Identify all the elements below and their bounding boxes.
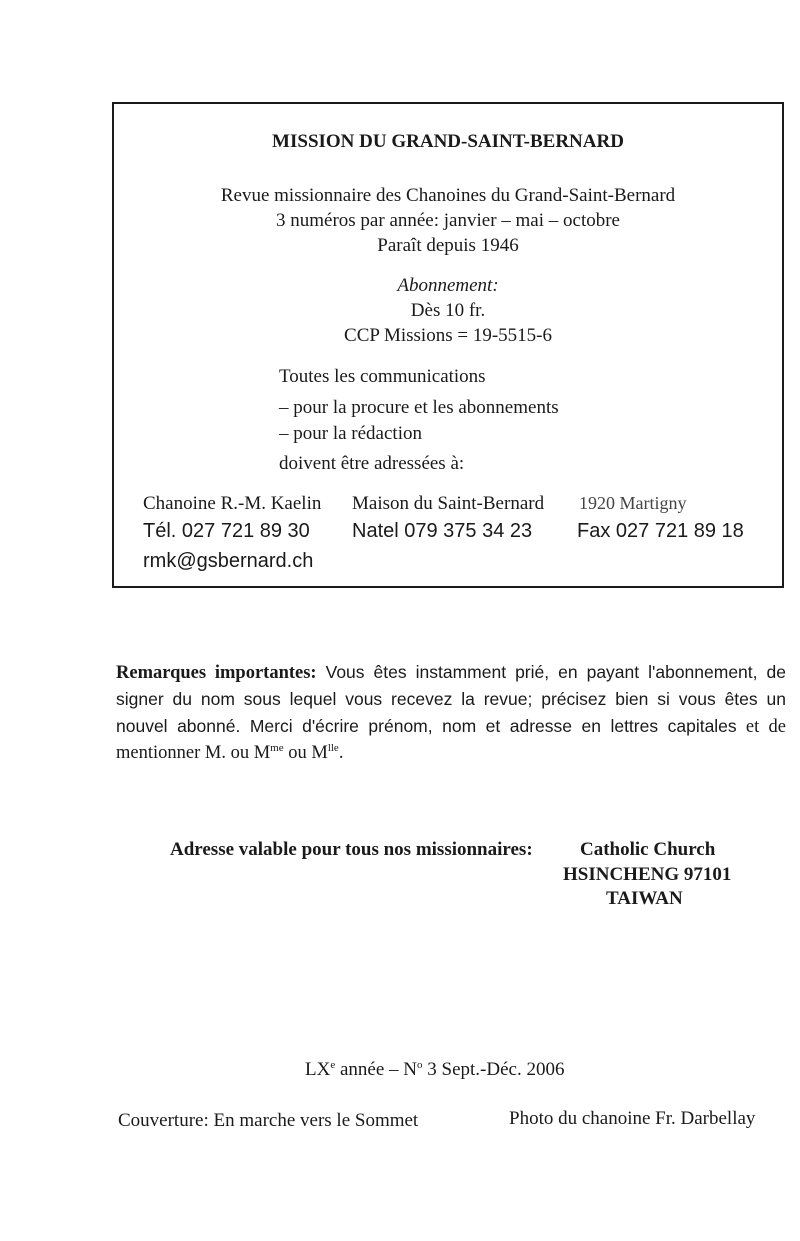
subscription-price: Dès 10 fr. xyxy=(410,300,486,321)
contact-tel: Tél. 027 721 89 30 xyxy=(143,520,310,542)
issue-part-2: année – N xyxy=(335,1059,417,1080)
subscription-heading: Abonnement: xyxy=(397,275,499,296)
communications-outro: doivent être adressées à: xyxy=(279,453,465,474)
contact-city: 1920 Martigny xyxy=(579,493,687,513)
contact-email: rmk@gsbernard.ch xyxy=(143,550,314,572)
photo-credit: Photo du chanoine Fr. Darbellay xyxy=(509,1108,756,1129)
remarks-text-2: et de mentionner M. ou M xyxy=(116,717,786,763)
remarks-sup-2: lle xyxy=(327,742,339,754)
missionary-address-label: Adresse valable pour tous nos missionnaires: xyxy=(170,839,533,860)
issue-sup-1: e xyxy=(330,1059,336,1071)
remarks-sup-1: me xyxy=(270,742,284,754)
subtitle-line-3: Paraît depuis 1946 xyxy=(377,235,519,256)
remarks-text-4: . xyxy=(338,743,344,763)
issue-part-1: LX xyxy=(305,1059,331,1080)
communications-item-1: – pour la procure et les abonnements xyxy=(279,397,559,418)
remarks-text-1: Vous êtes instamment prié, en payant l'abonnement, de signer du nom sous lequel vous recevez la revue; précisez bien si vous êtes un nouvel abonné. Merci d'écrire prénom, nom et adresse en lettres capitales xyxy=(116,662,786,736)
missionary-address-line-2: HSINCHENG 97101 xyxy=(563,864,732,885)
remarks-label: Remarques importantes: xyxy=(116,663,317,683)
contact-name: Chanoine R.-M. Kaelin xyxy=(143,493,322,514)
remarks-paragraph xyxy=(116,659,786,766)
issue-part-3: 3 Sept.-Déc. 2006 xyxy=(422,1059,565,1080)
issue-sup-2: o xyxy=(417,1059,423,1071)
mission-title: MISSION DU GRAND-SAINT-BERNARD xyxy=(272,131,624,152)
contact-fax: Fax 027 721 89 18 xyxy=(577,520,744,542)
issue-line xyxy=(305,1059,564,1081)
missionary-address-line-3: TAIWAN xyxy=(606,888,683,909)
subtitle-line-1: Revue missionnaire des Chanoines du Grand-Saint-Bernard xyxy=(220,185,676,206)
subscription-ccp: CCP Missions = 19-5515-6 xyxy=(344,325,552,346)
contact-house: Maison du Saint-Bernard xyxy=(352,493,545,514)
contact-natel: Natel 079 375 34 23 xyxy=(352,520,533,542)
communications-item-2: – pour la rédaction xyxy=(279,423,422,444)
communications-intro: Toutes les communications xyxy=(279,366,486,387)
remarks-text-3: ou M xyxy=(283,743,328,763)
missionary-address-line-1: Catholic Church xyxy=(580,839,716,860)
cover-caption: Couverture: En marche vers le Sommet xyxy=(118,1110,419,1131)
subtitle-line-2: 3 numéros par année: janvier – mai – octobre xyxy=(276,210,620,231)
